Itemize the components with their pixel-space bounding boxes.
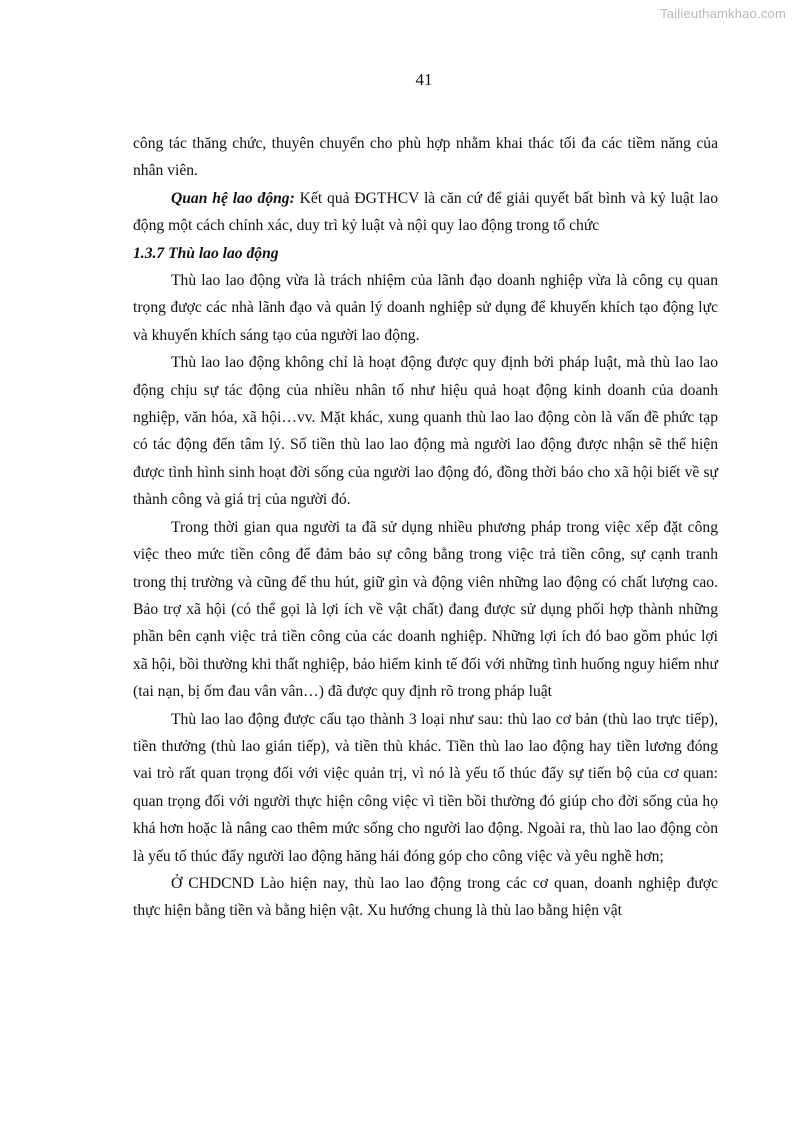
- paragraph-labor-relations-text: Kết quả ĐGTHCV là căn cứ để giải quyết bất bình và kỷ luật lao động một cách chính xác, duy trì kỷ luật và nội quy lao động trong tổ chức: [133, 189, 719, 235]
- paragraph-body: Trong thời gian qua người ta đã sử dụng nhiều phương pháp trong việc xếp đặt công việc theo mức tiền công để đảm bảo sự công bằng trong việc trả tiền công, sự cạnh tranh trong thị trường và cũng để thu hút, giữ gìn và động viên những lao động có chất lượng cao. Bảo trợ xã hội (có thể gọi là lợi ích về vật chất) đang được sử dụng phối hợp thành những phần bên cạnh việc trả tiền công của các doanh nghiệp. Những lợi ích đó bao gồm phúc lợi xã hội, bồi thường khi thất nghiệp, bảo hiểm kinh tế đối với những tình huống nguy hiểm như (tai nạn, bị ốm đau vân vân…) đã được quy định rõ trong pháp luật: [133, 518, 718, 701]
- paragraph-continuation: công tác thăng chức, thuyên chuyển cho phù hợp nhằm khai thác tối đa các tiềm năng của nhân viên.: [133, 135, 718, 180]
- page-number: 41: [415, 70, 433, 89]
- paragraph-body: Ở CHDCND Lào hiện nay, thù lao lao động trong các cơ quan, doanh nghiệp được thực hiện bằng tiền và bằng hiện vật. Xu hướng chung là thù lao bằng hiện vật: [133, 874, 718, 920]
- paragraph-labor-relations: [133, 185, 718, 240]
- watermark: Tailieuthamkhao.com: [660, 6, 786, 21]
- paragraph-body: Thù lao lao động không chỉ là hoạt động được quy định bởi pháp luật, mà thù lao lao động chịu sự tác động của nhiều nhân tố như hiệu quả hoạt động kinh doanh của doanh nghiệp, văn hóa, xã hội…vv. Mặt khác, xung quanh thù lao lao động còn là vấn đề phức tạp có tác động đến tâm lý. Số tiền thù lao lao động mà người lao động được nhận sẽ thể hiện được tình hình sinh hoạt đời sống của người lao động đó, đồng thời báo cho xã hội biết về sự thành công và giá trị của người đó.: [133, 354, 718, 509]
- term-labor-relations: Quan hệ lao động:: [171, 189, 295, 207]
- document-body: [133, 130, 718, 925]
- paragraph-body: Thù lao lao động được cấu tạo thành 3 loại như sau: thù lao cơ bản (thù lao trực tiếp), tiền thưởng (thù lao gián tiếp), và tiền thù khác. Tiền thù lao lao động hay tiền lương đóng vai trò rất quan trọng đối với việc quản trị, vì nó là yếu tố thúc đẩy sự tiến bộ của cơ quan: quan trọng đối với người thực hiện công việc vì tiền bồi thường đó giúp cho đời sống của họ khá hơn hoặc là nâng cao thêm mức sống cho người lao động. Ngoài ra, thù lao lao động còn là yếu tố thúc đẩy người lao động hăng hái đóng góp cho công việc và yêu nghề hơn;: [133, 710, 718, 865]
- section-heading: 1.3.7 Thù lao lao động: [133, 244, 279, 262]
- paragraph-body: Thù lao lao động vừa là trách nhiệm của lãnh đạo doanh nghiệp vừa là công cụ quan trọng được các nhà lãnh đạo và quản lý doanh nghiệp sử dụng để khuyến khích tạo động lực và khuyến khích sáng tạo của người lao động.: [133, 272, 718, 344]
